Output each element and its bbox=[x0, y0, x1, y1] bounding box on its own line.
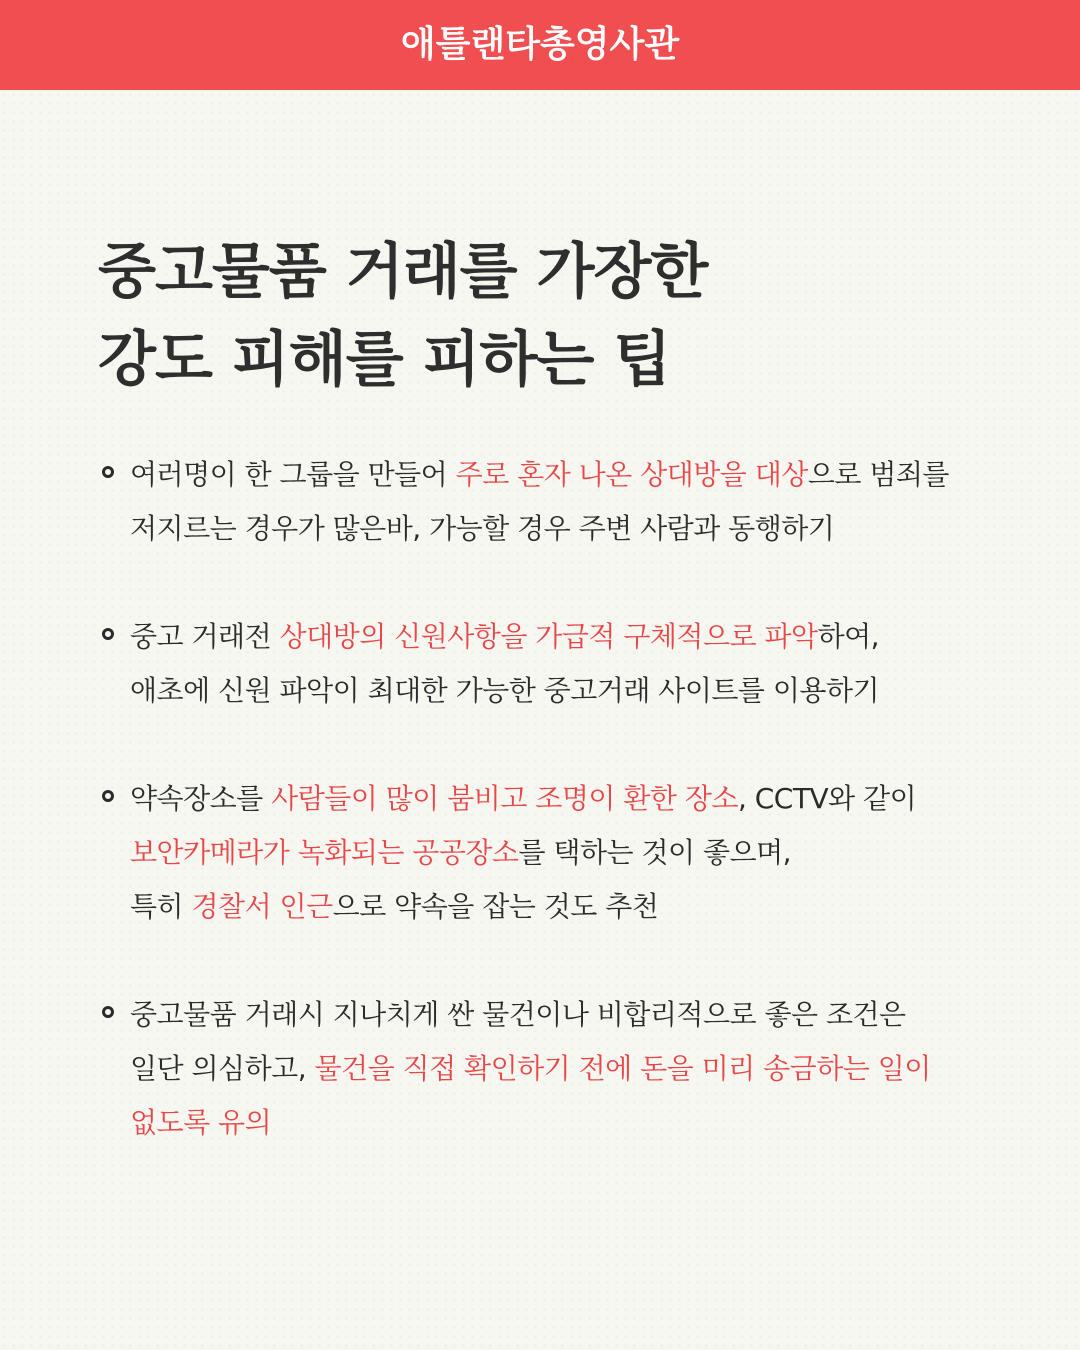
circle-bullet-icon bbox=[102, 466, 114, 478]
tip-item bbox=[100, 988, 1000, 1150]
header-title: 애틀랜타총영사관 bbox=[400, 24, 680, 65]
tip-text: 여러명이 한 그룹을 만들어 bbox=[130, 458, 456, 491]
highlighted-text: 보안카메라가 녹화되는 공공장소 bbox=[130, 836, 519, 869]
tip-line bbox=[130, 1042, 1000, 1096]
page-title-line: 중고물품 거래를 가장한 bbox=[98, 237, 708, 307]
tip-item bbox=[100, 610, 1000, 718]
highlighted-text: 물건을 직접 확인하기 전에 돈을 미리 송금하는 일이 bbox=[314, 1052, 931, 1085]
circle-bullet-icon bbox=[102, 1006, 114, 1018]
tip-text: 일단 의심하고, bbox=[130, 1052, 315, 1085]
page-title-line: 강도 피해를 피하는 팁 bbox=[98, 325, 671, 395]
tip-line bbox=[130, 1096, 1000, 1150]
tip-text: 중고 거래전 bbox=[130, 620, 280, 653]
tip-text: 애초에 신원 파악이 최대한 가능한 중고거래 사이트를 이용하기 bbox=[130, 674, 880, 707]
highlighted-text: 상대방의 신원사항을 가급적 구체적으로 파악 bbox=[279, 620, 818, 653]
tips-list bbox=[100, 448, 1000, 1150]
tip-line bbox=[130, 664, 1000, 718]
header-bar bbox=[0, 0, 1080, 90]
tip-text: , CCTV와 같이 bbox=[737, 782, 917, 815]
tip-text: 특히 bbox=[130, 890, 192, 923]
highlighted-text: 경찰서 인근 bbox=[191, 890, 333, 923]
tip-line bbox=[130, 988, 1000, 1042]
tip-line bbox=[130, 610, 1000, 664]
tip-text: 약속장소를 bbox=[130, 782, 272, 815]
page-title bbox=[98, 228, 998, 404]
tip-line bbox=[130, 448, 1000, 502]
tip-line bbox=[130, 772, 1000, 826]
tip-line bbox=[130, 880, 1000, 934]
circle-bullet-icon bbox=[102, 628, 114, 640]
tip-text: 으로 범죄를 bbox=[807, 458, 949, 491]
tip-line bbox=[130, 502, 1000, 556]
tip-text: 으로 약속을 잡는 것도 추천 bbox=[332, 890, 659, 923]
tip-line bbox=[130, 826, 1000, 880]
tip-item bbox=[100, 772, 1000, 934]
highlighted-text: 주로 혼자 나온 상대방을 대상 bbox=[455, 458, 808, 491]
tip-text: 하여, bbox=[817, 620, 880, 653]
tip-item bbox=[100, 448, 1000, 556]
tip-text: 를 택하는 것이 좋으며, bbox=[518, 836, 792, 869]
highlighted-text: 사람들이 많이 붐비고 조명이 환한 장소 bbox=[271, 782, 738, 815]
tip-text: 저지르는 경우가 많은바, 가능할 경우 주변 사람과 동행하기 bbox=[130, 512, 835, 545]
highlighted-text: 없도록 유의 bbox=[130, 1106, 272, 1139]
tip-text: 중고물품 거래시 지나치게 싼 물건이나 비합리적으로 좋은 조건은 bbox=[130, 998, 906, 1031]
circle-bullet-icon bbox=[102, 790, 114, 802]
